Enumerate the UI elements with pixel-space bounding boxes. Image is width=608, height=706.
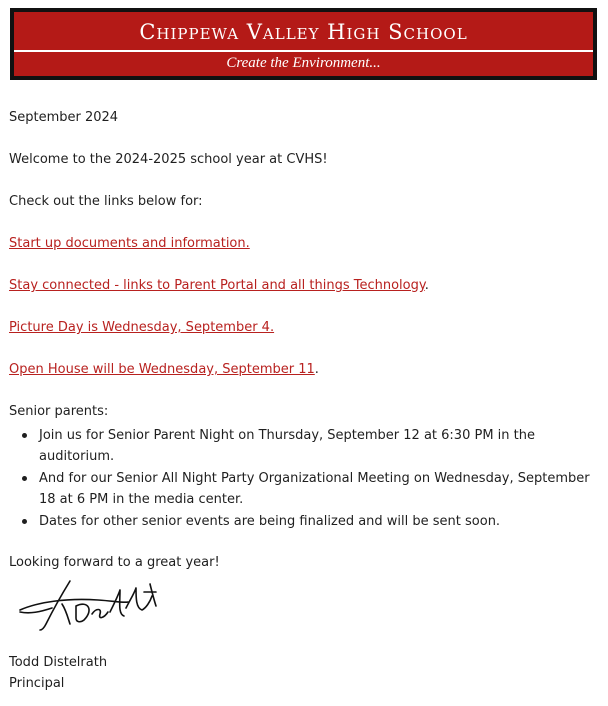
school-tagline: Create the Environment... bbox=[226, 55, 381, 71]
open-house-link[interactable]: Open House will be Wednesday, September 11 bbox=[9, 362, 315, 377]
link-line-connected bbox=[9, 278, 429, 293]
startup-documents-link[interactable]: Start up documents and information. bbox=[9, 236, 250, 251]
welcome-text: Welcome to the 2024-2025 school year at CVHS! bbox=[9, 152, 328, 167]
list-item-text: Join us for Senior Parent Night on Thursday, September 12 at 6:30 PM in the auditorium. bbox=[39, 428, 535, 464]
link-line-startup bbox=[9, 236, 250, 251]
list-item bbox=[9, 511, 594, 532]
intro-text: Check out the links below for: bbox=[9, 194, 203, 209]
bullet-icon bbox=[22, 433, 27, 438]
school-name: Chippewa Valley High School bbox=[139, 20, 468, 44]
link-line-picture-day bbox=[9, 320, 274, 335]
school-banner bbox=[10, 8, 597, 80]
senior-parents-heading: Senior parents: bbox=[9, 404, 109, 419]
banner-divider bbox=[14, 50, 593, 52]
signature-image bbox=[18, 578, 168, 634]
link-line-open-house bbox=[9, 362, 319, 377]
letter-date: September 2024 bbox=[9, 110, 119, 125]
bullet-icon bbox=[22, 476, 27, 481]
link-suffix: . bbox=[314, 362, 319, 377]
stay-connected-link[interactable]: Stay connected - links to Parent Portal and all things Technology bbox=[9, 278, 425, 293]
closing-text: Looking forward to a great year! bbox=[9, 555, 220, 570]
signer-title: Principal bbox=[9, 676, 65, 691]
list-item bbox=[9, 468, 594, 510]
link-suffix: . bbox=[424, 278, 429, 293]
list-item bbox=[9, 425, 594, 467]
bullet-icon bbox=[22, 519, 27, 524]
signer-name: Todd Distelrath bbox=[9, 655, 108, 670]
senior-events-list bbox=[9, 425, 594, 533]
list-item-text: And for our Senior All Night Party Organizational Meeting on Wednesday, September 18 at 6 PM in the media center. bbox=[39, 471, 590, 507]
list-item-text: Dates for other senior events are being finalized and will be sent soon. bbox=[39, 514, 501, 529]
picture-day-link[interactable]: Picture Day is Wednesday, September 4. bbox=[9, 320, 275, 335]
